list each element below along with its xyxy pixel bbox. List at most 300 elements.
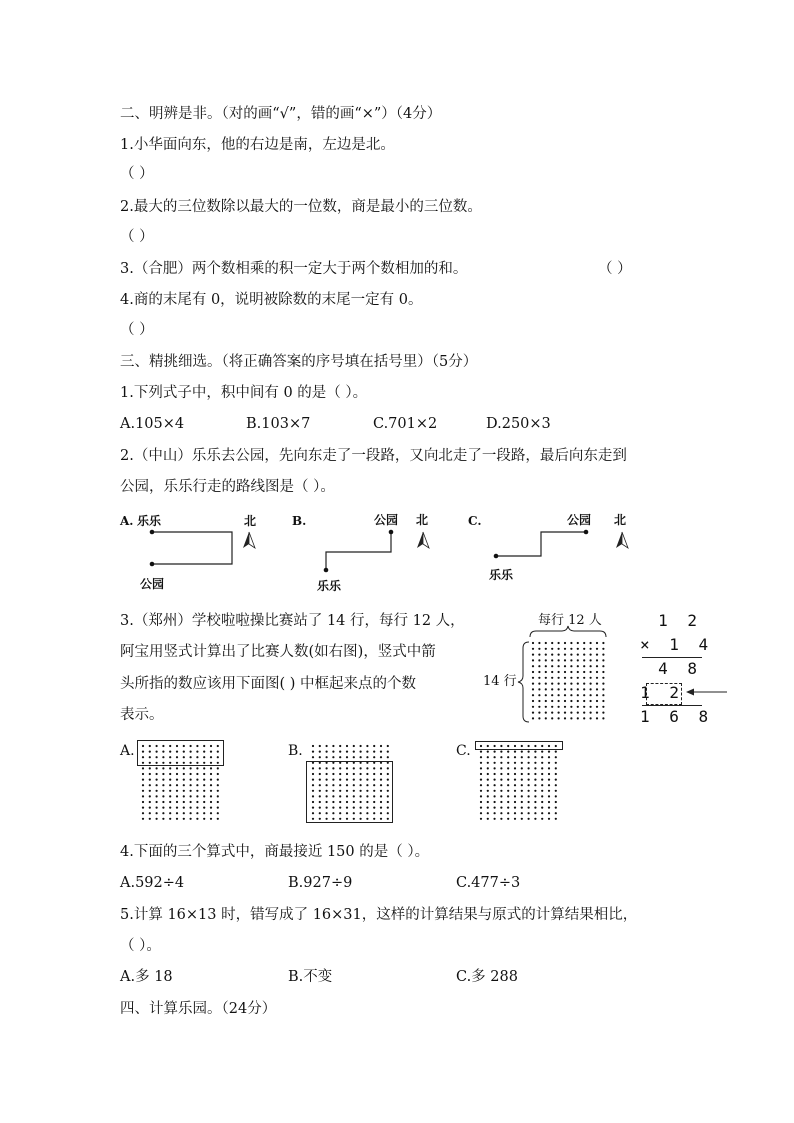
dot [507, 762, 509, 764]
dot [548, 801, 550, 803]
route-a-label[interactable]: A. [120, 514, 134, 528]
dot [500, 784, 502, 786]
dot [162, 795, 164, 797]
dot [149, 790, 151, 792]
dot [480, 807, 482, 809]
s3-q5-option-b[interactable]: B.不变 [288, 969, 333, 985]
dot [541, 767, 543, 769]
dot [480, 751, 482, 753]
dot [217, 773, 219, 775]
dot [507, 812, 509, 814]
dot [480, 790, 482, 792]
dot [507, 807, 509, 809]
dot [183, 801, 185, 803]
s3-question-3-line-1: 3.（郑州）学校啦啦操比赛站了 14 行，每行 12 人， [120, 613, 465, 629]
dot [487, 751, 489, 753]
dot [541, 756, 543, 758]
dot [196, 773, 198, 775]
dot [548, 779, 550, 781]
dot [555, 767, 557, 769]
dot [217, 812, 219, 814]
dot [541, 773, 543, 775]
dot [149, 784, 151, 786]
dot [528, 751, 530, 753]
dot [142, 767, 144, 769]
dot [494, 807, 496, 809]
q3-option-c-dots [478, 743, 560, 827]
dot [217, 807, 219, 809]
dot [541, 801, 543, 803]
dot [555, 762, 557, 764]
dot [480, 779, 482, 781]
dot [217, 795, 219, 797]
dot [190, 779, 192, 781]
dot [176, 784, 178, 786]
dot [534, 773, 536, 775]
dot [500, 795, 502, 797]
dot [494, 779, 496, 781]
dot [541, 795, 543, 797]
s3-q1-option-b[interactable]: B.103×7 [246, 416, 311, 432]
dot [210, 812, 212, 814]
dot [521, 795, 523, 797]
dot [176, 801, 178, 803]
dot [162, 818, 164, 820]
dot [149, 818, 151, 820]
route-a-north-label: 北 [244, 514, 257, 528]
dot [548, 818, 550, 820]
dot [366, 745, 368, 747]
dot [534, 801, 536, 803]
dot [162, 784, 164, 786]
dot [514, 784, 516, 786]
s3-question-5-line-1: 5.计算 16×13 时，错写成了 16×31，这样的计算结果与原式的计算结果相比， [120, 907, 638, 923]
dot [487, 762, 489, 764]
dot [507, 773, 509, 775]
s3-question-4: 4.下面的三个算式中，商最接近 150 的是（ ）。 [120, 844, 430, 860]
dot [494, 784, 496, 786]
dot [169, 767, 171, 769]
dot [162, 790, 164, 792]
dot [217, 767, 219, 769]
dot [149, 795, 151, 797]
dot [183, 784, 185, 786]
dot [190, 784, 192, 786]
dot [487, 784, 489, 786]
dot [190, 767, 192, 769]
vertical-partial-1: 4 8 [658, 659, 702, 678]
dot [169, 773, 171, 775]
dot [312, 751, 314, 753]
dot [521, 784, 523, 786]
dot [196, 801, 198, 803]
dot [514, 756, 516, 758]
dot [176, 773, 178, 775]
dot [528, 818, 530, 820]
s3-q4-option-b[interactable]: B.927÷9 [288, 875, 353, 891]
dot [373, 756, 375, 758]
dot [480, 767, 482, 769]
dot [521, 790, 523, 792]
dot [487, 795, 489, 797]
dot [373, 751, 375, 753]
dot [176, 818, 178, 820]
dot [203, 767, 205, 769]
dot [203, 795, 205, 797]
dot [521, 756, 523, 758]
dot [507, 767, 509, 769]
dot [500, 762, 502, 764]
dot [162, 812, 164, 814]
dot [319, 745, 321, 747]
dot [528, 762, 530, 764]
dot [326, 756, 328, 758]
dot [149, 773, 151, 775]
dot [149, 779, 151, 781]
dot [480, 756, 482, 758]
dot [203, 779, 205, 781]
s3-question-3-line-3: 头所指的数应该用下面图( ) 中框起来点的个数 [120, 676, 417, 692]
dot [548, 795, 550, 797]
dot [217, 779, 219, 781]
dot [555, 795, 557, 797]
dot [507, 801, 509, 803]
dot [507, 790, 509, 792]
dot [210, 795, 212, 797]
dot-array-rows-label: 14 行 [483, 674, 517, 689]
dot [196, 767, 198, 769]
dot [521, 801, 523, 803]
dot [360, 751, 362, 753]
dot [217, 801, 219, 803]
dot [319, 756, 321, 758]
dot [541, 818, 543, 820]
dot [156, 790, 158, 792]
dot [555, 751, 557, 753]
dot [500, 779, 502, 781]
dot [339, 745, 341, 747]
dot [487, 756, 489, 758]
dot [156, 779, 158, 781]
dot-array-cols-label: 每行 12 人 [538, 613, 602, 628]
dot [169, 790, 171, 792]
dot [555, 756, 557, 758]
dot [176, 795, 178, 797]
dot [183, 773, 185, 775]
dot [210, 784, 212, 786]
dot [500, 801, 502, 803]
dot [203, 807, 205, 809]
dot [183, 790, 185, 792]
dot [203, 773, 205, 775]
dot [142, 795, 144, 797]
dot [555, 790, 557, 792]
dot [487, 807, 489, 809]
dot [176, 790, 178, 792]
route-c-park-label: 公园 [567, 513, 592, 527]
dot [500, 812, 502, 814]
route-a-start-label: 乐乐 [137, 514, 162, 528]
route-a-park-label: 公园 [140, 577, 165, 591]
dot [480, 762, 482, 764]
s2-q1-answer-blank[interactable]: （ ） [120, 166, 154, 182]
s3-question-2-line-1: 2.（中山）乐乐去公园，先向东走了一段路，又向北走了一段路，最后向东走到 [120, 448, 627, 464]
dot [521, 812, 523, 814]
dot [169, 779, 171, 781]
dot [480, 795, 482, 797]
dot [210, 807, 212, 809]
dot [360, 745, 362, 747]
dot [196, 818, 198, 820]
dot [534, 784, 536, 786]
s2-q4-answer-blank[interactable]: （ ） [120, 322, 154, 338]
section-4-title: 四、计算乐园。（24分） [120, 1001, 277, 1017]
dot [210, 790, 212, 792]
dot [162, 779, 164, 781]
dot [534, 751, 536, 753]
s2-q2-answer-blank[interactable]: （ ） [120, 229, 154, 245]
dot [528, 807, 530, 809]
dot [514, 767, 516, 769]
dot [521, 767, 523, 769]
dot [487, 812, 489, 814]
dot [548, 784, 550, 786]
dot [494, 795, 496, 797]
dot [555, 773, 557, 775]
dot [548, 807, 550, 809]
dot [210, 818, 212, 820]
dot [528, 779, 530, 781]
route-b-park-label: 公园 [374, 513, 399, 527]
route-b-label[interactable]: B. [292, 514, 307, 528]
dot [494, 751, 496, 753]
dot [156, 801, 158, 803]
dot [534, 779, 536, 781]
dot [548, 812, 550, 814]
dot [480, 812, 482, 814]
dot [203, 801, 205, 803]
dot [534, 762, 536, 764]
dot [521, 751, 523, 753]
dot [149, 801, 151, 803]
dot [541, 807, 543, 809]
dot [500, 767, 502, 769]
dot [507, 779, 509, 781]
dot [521, 779, 523, 781]
dot [514, 818, 516, 820]
dot [142, 784, 144, 786]
dot [176, 812, 178, 814]
dot [196, 779, 198, 781]
s3-q4-option-c[interactable]: C.477÷3 [456, 875, 521, 891]
dot [541, 784, 543, 786]
dot [514, 790, 516, 792]
dot [487, 818, 489, 820]
dot [534, 790, 536, 792]
dot [156, 795, 158, 797]
dot [156, 773, 158, 775]
dot [366, 751, 368, 753]
dot [494, 801, 496, 803]
dot [210, 779, 212, 781]
dot [210, 767, 212, 769]
section-2-title: 二、明辨是非。（对的画“√”，错的画“×”）（4分） [120, 106, 442, 122]
dot [548, 790, 550, 792]
dot [494, 812, 496, 814]
dot [183, 807, 185, 809]
q3-option-a-frame [137, 740, 224, 766]
dot [534, 767, 536, 769]
dot [534, 812, 536, 814]
s3-question-3-line-4: 表示。 [120, 707, 164, 723]
dot [548, 751, 550, 753]
dot [380, 751, 382, 753]
dot [196, 790, 198, 792]
dot [353, 745, 355, 747]
q3-option-c-label[interactable]: C. [456, 743, 471, 759]
dot [541, 751, 543, 753]
s2-question-4: 4.商的末尾有 0，说明被除数的末尾一定有 0。 [120, 292, 423, 308]
dot [190, 818, 192, 820]
dot [514, 807, 516, 809]
dot [162, 767, 164, 769]
dot [190, 790, 192, 792]
route-c-label[interactable]: C. [468, 514, 482, 528]
dot [149, 767, 151, 769]
dot [487, 779, 489, 781]
dot [326, 745, 328, 747]
s3-q1-option-d[interactable]: D.250×3 [486, 416, 551, 432]
dot [541, 762, 543, 764]
dot [534, 818, 536, 820]
dot [346, 745, 348, 747]
vertical-multiplier: × 1 4 [640, 635, 714, 654]
dot [319, 751, 321, 753]
dot [169, 784, 171, 786]
dot [380, 745, 382, 747]
dot [142, 779, 144, 781]
dot [500, 751, 502, 753]
dot [217, 818, 219, 820]
dot [487, 773, 489, 775]
dot [183, 779, 185, 781]
q3-option-a-label[interactable]: A. [120, 743, 135, 759]
dot [353, 751, 355, 753]
dot [555, 801, 557, 803]
dot [548, 762, 550, 764]
dot [156, 812, 158, 814]
s3-q4-option-a[interactable]: A.592÷4 [120, 875, 185, 891]
dot [500, 756, 502, 758]
dot [149, 812, 151, 814]
dot [507, 751, 509, 753]
dot [387, 756, 389, 758]
dot [196, 784, 198, 786]
dot [156, 807, 158, 809]
dot [196, 807, 198, 809]
s3-question-3-line-2: 阿宝用竖式计算出了比赛人数(如右图)，竖式中箭 [120, 644, 436, 660]
dot [528, 784, 530, 786]
dot [534, 756, 536, 758]
dot [555, 818, 557, 820]
s3-question-5-line-2[interactable]: （ ）。 [120, 938, 161, 954]
dot [514, 795, 516, 797]
s3-q5-option-c[interactable]: C.多 288 [456, 969, 518, 985]
dot [480, 784, 482, 786]
dot [360, 756, 362, 758]
s3-q1-option-a[interactable]: A.105×4 [120, 416, 185, 432]
vertical-multiplicand: 1 2 [658, 611, 702, 630]
dot [190, 801, 192, 803]
s3-question-2-line-2: 公园，乐乐行走的路线图是（ ）。 [120, 479, 335, 495]
dot [169, 801, 171, 803]
s3-q1-option-c[interactable]: C.701×2 [373, 416, 438, 432]
dot [528, 812, 530, 814]
dot [514, 762, 516, 764]
dot [156, 818, 158, 820]
dot [534, 807, 536, 809]
dot [555, 807, 557, 809]
dot [494, 767, 496, 769]
dot [494, 790, 496, 792]
dot [528, 767, 530, 769]
q3-option-b-label[interactable]: B. [288, 743, 303, 759]
dot [339, 756, 341, 758]
s3-q5-option-a[interactable]: A.多 18 [120, 969, 173, 985]
dot [514, 773, 516, 775]
route-c-start-label: 乐乐 [489, 568, 514, 582]
dot [326, 751, 328, 753]
dot [548, 773, 550, 775]
dot [514, 801, 516, 803]
dot [521, 818, 523, 820]
q3-option-c-frame [475, 741, 563, 750]
dot [555, 812, 557, 814]
dot [548, 767, 550, 769]
vertical-product: 1 6 8 [640, 707, 714, 726]
dot [507, 756, 509, 758]
dot [190, 812, 192, 814]
s2-question-1: 1.小华面向东，他的右边是南，左边是北。 [120, 137, 395, 153]
dot [190, 773, 192, 775]
dot [500, 807, 502, 809]
dot [541, 812, 543, 814]
dot [339, 751, 341, 753]
dot [183, 818, 185, 820]
dot [487, 767, 489, 769]
dot [203, 784, 205, 786]
dot [176, 807, 178, 809]
dot [169, 807, 171, 809]
dot [521, 762, 523, 764]
dot [541, 790, 543, 792]
dot [514, 812, 516, 814]
dot [142, 801, 144, 803]
dot [176, 767, 178, 769]
dot [500, 790, 502, 792]
dot [346, 756, 348, 758]
dot [514, 751, 516, 753]
dot [156, 767, 158, 769]
s2-q3-answer-blank[interactable]: （ ） [598, 261, 632, 277]
dot [196, 812, 198, 814]
dot [169, 812, 171, 814]
dot [555, 784, 557, 786]
dot [142, 790, 144, 792]
dot [196, 795, 198, 797]
dot [494, 756, 496, 758]
dot [332, 745, 334, 747]
